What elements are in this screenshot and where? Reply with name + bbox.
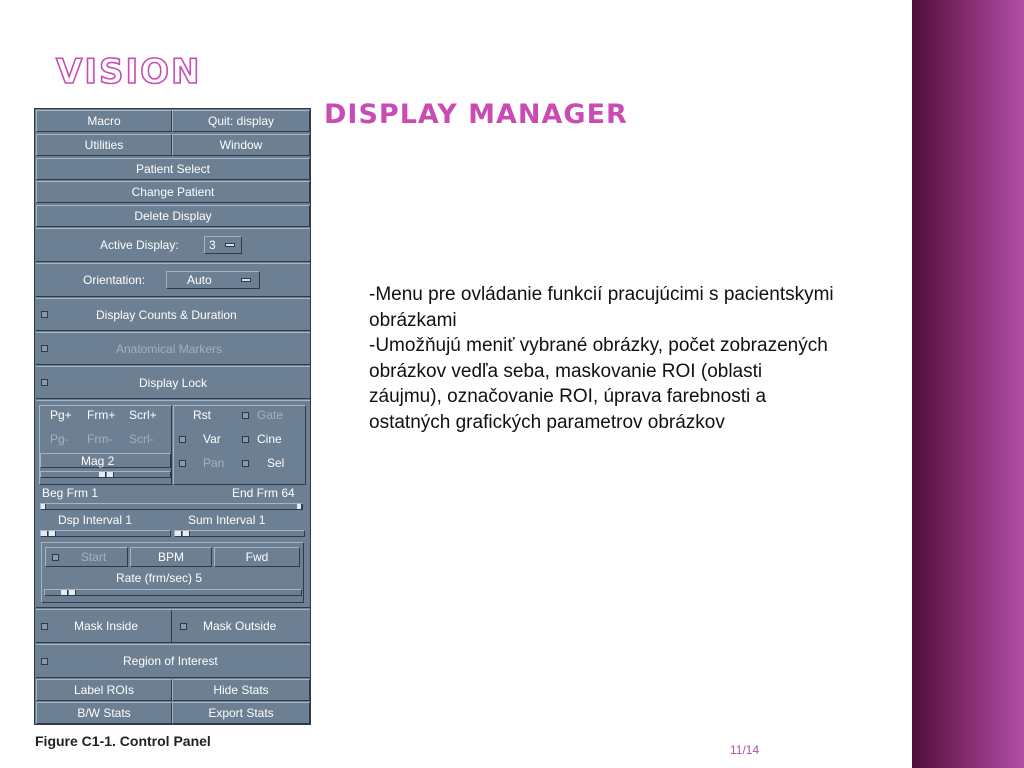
window-button[interactable]: Window <box>172 134 310 156</box>
divider <box>171 610 172 642</box>
begin-frame-thumb[interactable] <box>41 504 46 509</box>
bpm-button[interactable]: BPM <box>130 547 212 567</box>
var-label: Var <box>203 432 221 446</box>
page-up-button[interactable]: Pg+ <box>50 408 72 422</box>
anatomical-markers-label: Anatomical Markers <box>116 341 223 356</box>
slider-thumb[interactable] <box>49 531 56 536</box>
frame-up-button[interactable]: Frm+ <box>87 408 116 422</box>
magnification-label: Mag 2 <box>81 454 115 468</box>
rate-label: Rate (frm/sec) 5 <box>116 571 203 585</box>
display-interval-slider[interactable] <box>40 530 171 537</box>
active-display-row <box>36 228 310 262</box>
reset-button[interactable]: Rst <box>193 408 211 422</box>
cine-label: Cine <box>257 432 282 446</box>
utilities-button[interactable]: Utilities <box>36 134 172 156</box>
frame-range-slider[interactable] <box>40 503 303 510</box>
control-panel <box>34 108 311 725</box>
slider-thumb[interactable] <box>175 531 182 536</box>
slider-thumb[interactable] <box>183 531 190 536</box>
description-text <box>369 282 839 436</box>
page-number: 11/14 <box>730 743 760 757</box>
display-counts-checkbox[interactable] <box>41 311 48 318</box>
dropdown-indicator-icon <box>225 243 235 247</box>
bw-stats-button[interactable]: B/W Stats <box>36 702 172 724</box>
rate-slider[interactable] <box>44 589 302 596</box>
scroll-up-button[interactable]: Scrl+ <box>129 408 157 422</box>
mask-inside-checkbox[interactable] <box>41 623 48 630</box>
description-paragraph: -Menu pre ovládanie funkcií pracujúcimi s pacientskymi obrázkami <box>369 284 834 331</box>
start-label: Start <box>80 550 107 564</box>
active-display-label: Active Display: <box>100 238 179 252</box>
figure-caption: Figure C1-1. Control Panel <box>35 733 211 749</box>
forward-button[interactable]: Fwd <box>214 547 300 567</box>
end-frame-thumb[interactable] <box>297 504 302 509</box>
sum-interval-label: Sum Interval 1 <box>188 513 266 527</box>
start-checkbox[interactable] <box>52 554 59 561</box>
sum-interval-slider[interactable] <box>174 530 305 537</box>
mask-outside-label: Mask Outside <box>203 619 277 633</box>
description-paragraph: -Umožňujú meniť vybrané obrázky, počet zobrazených obrázkov vedľa seba, maskovanie ROI (oblasti záujmu), označovanie ROI, úprava farebnosti a ostatných grafických parametrov obrázkov <box>369 335 828 433</box>
quit-display-button[interactable]: Quit: display <box>172 110 310 132</box>
decorative-sidebar <box>912 0 1024 768</box>
cine-control-block <box>36 400 310 608</box>
end-frame-label: End Frm 64 <box>232 486 295 500</box>
display-counts-row[interactable] <box>36 298 310 331</box>
sel-label: Sel <box>267 456 285 470</box>
orientation-label: Orientation: <box>83 273 146 287</box>
slide-subtitle: DISPLAY MANAGER <box>324 99 628 130</box>
gate-label: Gate <box>257 408 284 422</box>
page-down-button[interactable]: Pg- <box>50 432 69 446</box>
display-interval-label: Dsp Interval 1 <box>58 513 133 527</box>
display-lock-row[interactable] <box>36 366 310 399</box>
display-lock-label: Display Lock <box>139 375 208 390</box>
anatomical-markers-checkbox[interactable] <box>41 345 48 352</box>
orientation-row <box>36 263 310 297</box>
var-checkbox[interactable] <box>179 436 186 443</box>
region-of-interest-row[interactable] <box>36 644 310 678</box>
display-lock-checkbox[interactable] <box>41 379 48 386</box>
slider-thumb[interactable] <box>61 590 68 595</box>
export-stats-button[interactable]: Export Stats <box>172 702 310 724</box>
slide-title: VISION <box>56 52 202 92</box>
delete-display-button[interactable]: Delete Display <box>36 205 310 227</box>
anatomical-markers-row[interactable] <box>36 332 310 365</box>
slider-thumb[interactable] <box>41 531 48 536</box>
magnification-slider[interactable] <box>40 471 171 478</box>
mask-outside-checkbox[interactable] <box>180 623 187 630</box>
cine-checkbox[interactable] <box>242 436 249 443</box>
label-rois-button[interactable]: Label ROIs <box>36 679 172 701</box>
pan-checkbox[interactable] <box>179 460 186 467</box>
orientation-select[interactable] <box>166 271 260 289</box>
region-of-interest-label: Region of Interest <box>123 654 218 668</box>
pan-label: Pan <box>203 456 225 470</box>
sel-checkbox[interactable] <box>242 460 249 467</box>
frame-down-button[interactable]: Frm- <box>87 432 113 446</box>
active-display-select[interactable] <box>204 236 242 254</box>
scroll-down-button[interactable]: Scrl- <box>129 432 154 446</box>
region-of-interest-checkbox[interactable] <box>41 658 48 665</box>
start-button[interactable] <box>45 547 128 567</box>
macro-button[interactable]: Macro <box>36 110 172 132</box>
active-display-value: 3 <box>209 238 216 252</box>
hide-stats-button[interactable]: Hide Stats <box>172 679 310 701</box>
slider-thumb[interactable] <box>107 472 114 477</box>
mask-inside-label: Mask Inside <box>74 619 139 633</box>
slider-thumb[interactable] <box>99 472 106 477</box>
display-counts-label: Display Counts & Duration <box>96 307 237 322</box>
change-patient-button[interactable]: Change Patient <box>36 181 310 203</box>
mask-row <box>36 609 310 643</box>
slider-thumb[interactable] <box>69 590 76 595</box>
patient-select-button[interactable]: Patient Select <box>36 158 310 180</box>
begin-frame-label: Beg Frm 1 <box>42 486 99 500</box>
dropdown-indicator-icon <box>241 278 251 282</box>
gate-checkbox[interactable] <box>242 412 249 419</box>
orientation-value: Auto <box>187 273 212 287</box>
